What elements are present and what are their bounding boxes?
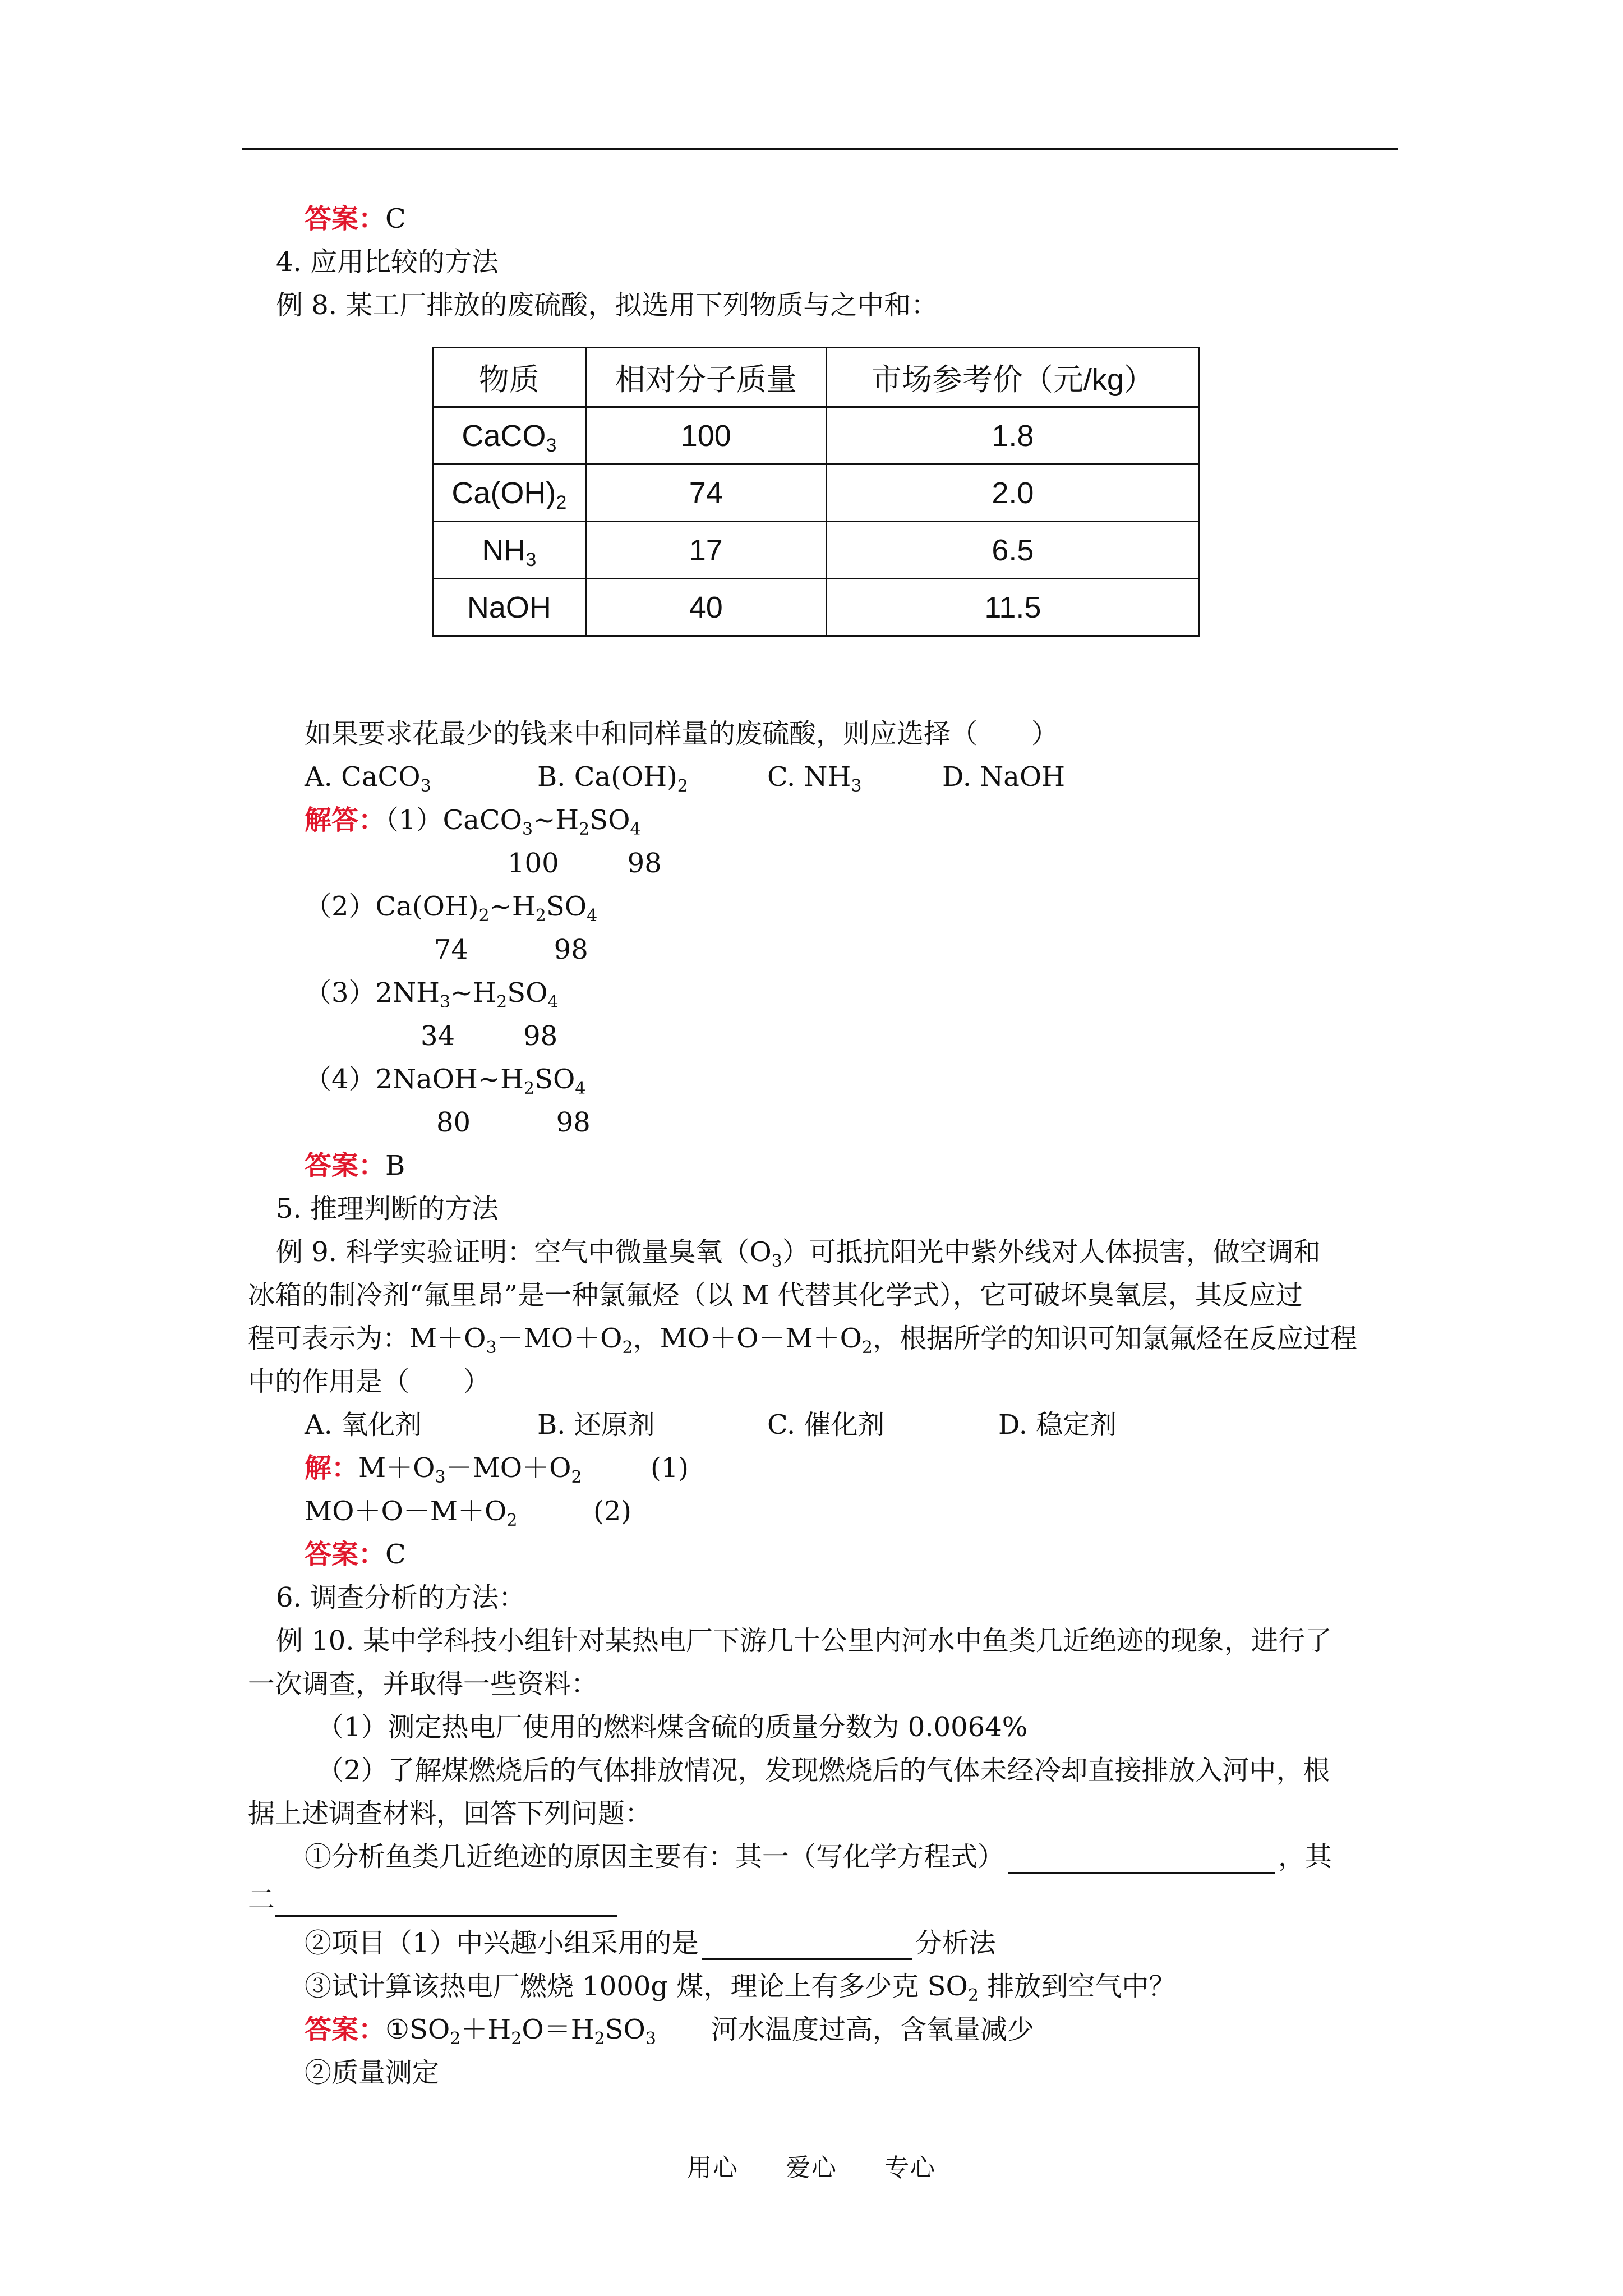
table-cell-substance: $Ca(OH)_2$ <box>433 464 586 522</box>
option-b: B. $Ca(OH)_2$ <box>537 761 688 796</box>
footer-text: 爱心 <box>786 2154 837 2182</box>
question-10-1-cont: 二 <box>248 1883 620 1917</box>
question-10-1: ①分析鱼类几近绝迹的原因主要有：其一（写化学方程式） ，其 <box>305 1841 1332 1872</box>
section-5-heading: 5. 推理判断的方法 <box>276 1193 499 1225</box>
option-b: B. 还原剂 <box>537 1409 655 1441</box>
solution-8-line-1: 解答：$(1)CaCO_3\sim H_2SO_4$ <box>305 804 641 839</box>
table-cell-price: 6.5 <box>826 522 1199 579</box>
answer-value: B <box>385 1150 405 1181</box>
example-10-line-3: （1）测定热电厂使用的燃料煤含硫的质量分数为 0.0064% <box>317 1711 1028 1743</box>
section-4-heading: 4. 应用比较的方法 <box>276 246 499 278</box>
example-10-line-1: 例 10. 某中学科技小组针对某热电厂下游几十公里内河水中鱼类几近绝迹的现象，进行了 <box>276 1625 1332 1657</box>
example-9-line-1: 例 9. 科学实验证明：空气中微量臭氧$(O_3)$可抵抗阳光中紫外线对人体损害，做空调和 <box>276 1236 1321 1271</box>
table-cell-mass: 40 <box>585 579 826 636</box>
footer-text: 用心 <box>687 2154 739 2182</box>
example-10-line-2: 一次调查，并取得一些资料： <box>248 1668 598 1700</box>
table-row <box>433 579 1200 636</box>
example-8-text: 例 8. 某工厂排放的废硫酸，拟选用下列物质与之中和： <box>276 289 938 321</box>
solution-8-line-4: $(4)2NaOH\sim H_2SO_4$ <box>305 1064 586 1098</box>
answer-10-reason: 河水温度过高，含氧量减少 <box>711 2014 1035 2045</box>
option-a: A. 氧化剂 <box>305 1409 422 1441</box>
answer-value: C <box>385 203 406 234</box>
table-header-cell: 相对分子质量 <box>585 348 826 407</box>
solution-8-line-2: $(2)Ca(OH)_2\sim H_2SO_4$ <box>305 891 598 926</box>
table-cell-mass: 17 <box>585 522 826 579</box>
table-cell-substance: CaCO$_3$ <box>433 407 586 464</box>
answer-prev <box>305 202 406 236</box>
substance-price-table <box>432 347 1200 637</box>
table-cell-mass: 74 <box>585 464 826 522</box>
answer-10-line-1: 答案：$①SO_2+H_2O=H_2SO_3$ <box>305 2014 656 2049</box>
solution-label: 解答： <box>305 804 386 836</box>
table-cell-substance: $NH_3$ <box>433 522 586 579</box>
solution-8-nums-2: 74 98 <box>434 934 588 965</box>
solution-9-line-2: $MO+O-M+O_2$ <box>305 1496 518 1530</box>
solution-8-nums-1: 100 98 <box>508 848 662 879</box>
answer-label: 答案： <box>305 203 386 234</box>
table-cell-price: 2.0 <box>826 464 1199 522</box>
answer-10-line-2: ②质量测定 <box>305 2057 440 2088</box>
option-c: C. $NH_3$ <box>767 761 862 796</box>
answer-8 <box>305 1149 405 1182</box>
header-rule <box>242 148 1398 150</box>
question-8: 如果要求花最少的钱来中和同样量的废硫酸，则应选择（ ） <box>305 718 1059 749</box>
answer-value: C <box>385 1539 406 1570</box>
page-footer <box>0 2147 1623 2183</box>
answer-9 <box>305 1538 406 1571</box>
table-cell-price: 11.5 <box>826 579 1199 636</box>
table-header-cell: 市场参考价（元/kg） <box>826 348 1199 407</box>
question-10-3: ③试计算该热电厂燃烧 1000g 煤，理论上有多少克 $SO_2$ 排放到空气中？ <box>305 1971 1176 2005</box>
example-10-line-5: 据上述调查材料，回答下列问题： <box>248 1798 652 1829</box>
table-cell-substance: NaOH <box>433 579 586 636</box>
solution-9-line-1: 解：$M+O_3-MO+O_2$ <box>305 1452 582 1487</box>
option-c: C. 催化剂 <box>767 1409 885 1441</box>
table-row <box>433 522 1200 579</box>
solution-label: 解： <box>305 1452 359 1484</box>
answer-blank-3[interactable] <box>702 1932 912 1960</box>
answer-blank-2[interactable] <box>275 1889 617 1917</box>
table-cell-price: 1.8 <box>826 407 1199 464</box>
option-d: D. NaOH <box>942 761 1066 793</box>
option-d: D. 稳定剂 <box>998 1409 1117 1441</box>
solution-8-nums-4: 80 98 <box>436 1107 591 1138</box>
example-9-line-2: 冰箱的制冷剂“氟里昂”是一种氯氟烃（以 M 代替其化学式），它可破坏臭氧层，其反应过 <box>248 1280 1303 1311</box>
solution-8-nums-3: 34 98 <box>421 1020 558 1052</box>
footer-text: 专心 <box>884 2154 936 2182</box>
answer-label: 答案： <box>305 2014 386 2045</box>
equation-number-1: (1) <box>651 1452 689 1484</box>
table-row <box>433 407 1200 464</box>
table-cell-mass: 100 <box>585 407 826 464</box>
question-10-2: ②项目（1）中兴趣小组采用的是 分析法 <box>305 1927 996 1959</box>
table-header-cell: 物质 <box>433 348 586 407</box>
table-row <box>433 464 1200 522</box>
answer-label: 答案： <box>305 1539 386 1570</box>
option-a: A. CaCO$_3$ <box>305 761 431 796</box>
example-10-line-4: （2）了解煤燃烧后的气体排放情况，发现燃烧后的气体未经冷却直接排放入河中，根 <box>317 1755 1330 1786</box>
table-header-row <box>433 348 1200 407</box>
solution-8-line-3: $(3)2NH_3\sim H_2SO_4$ <box>305 977 559 1012</box>
example-9-line-4: 中的作用是（ ） <box>248 1366 491 1397</box>
answer-label: 答案： <box>305 1150 386 1181</box>
example-9-line-3: 程可表示为：$M+O_3-MO+O_2$，$MO+O-M+O_2$，根据所学的知识可知氯氟烃在反应过程 <box>248 1323 1358 1358</box>
equation-number-2: (2) <box>593 1496 631 1527</box>
answer-blank-1[interactable] <box>1008 1846 1275 1874</box>
section-6-heading: 6. 调查分析的方法： <box>276 1582 526 1613</box>
